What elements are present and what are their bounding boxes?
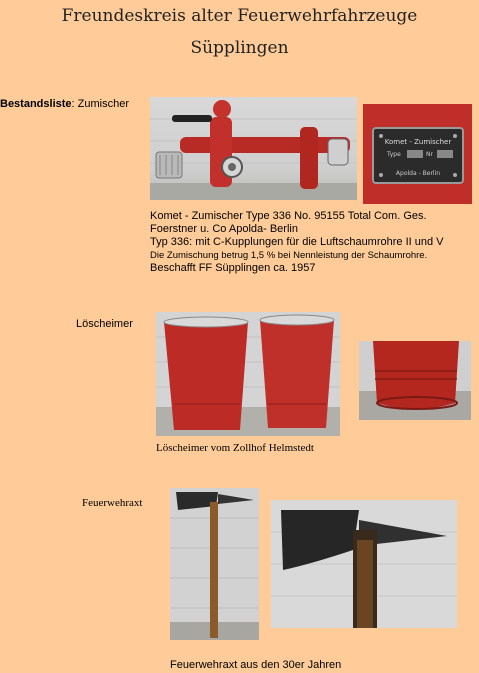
page-title: Freundeskreis alter Feuerwehrfahrzeuge bbox=[61, 6, 418, 26]
plate-maker: Apolda - Berlin bbox=[395, 170, 441, 177]
item-name-feuerwehraxt: Feuerwehraxt bbox=[82, 497, 143, 509]
page-subtitle: Süpplingen bbox=[190, 38, 289, 58]
item-name-zumischer: Zumischer bbox=[77, 98, 129, 110]
zumischer-nameplate-photo bbox=[363, 104, 472, 204]
feuerwehraxt-detail-photo bbox=[271, 500, 457, 628]
desc-line: Komet - Zumischer Type 336 No. 95155 Total Com. Ges. bbox=[150, 210, 427, 222]
inventory-list-label: Bestandsliste bbox=[0, 98, 72, 110]
desc-line: Foerstner u. Co Apolda- Berlin bbox=[150, 223, 298, 235]
feuerwehraxt-caption: Feuerwehraxt aus den 30er Jahren bbox=[170, 659, 342, 671]
desc-line: Die Zumischung betrug 1,5 % bei Nennleistung der Schaumrohre. bbox=[150, 250, 428, 261]
loescheimer-detail-photo bbox=[359, 341, 471, 420]
feuerwehraxt-photo bbox=[170, 488, 259, 640]
plate-type: Type bbox=[387, 151, 401, 158]
loescheimer-photo bbox=[156, 312, 340, 436]
desc-line: Beschafft FF Süpplingen ca. 1957 bbox=[150, 262, 316, 274]
plate-title: Komet - Zumischer bbox=[384, 138, 452, 146]
item-name-loescheimer: Löscheimer bbox=[76, 318, 133, 330]
plate-no: Nr bbox=[426, 151, 433, 158]
zumischer-description bbox=[150, 210, 475, 275]
desc-line: Typ 336: mit C-Kupplungen für die Luftschaumrohre II und V bbox=[150, 236, 444, 248]
zumischer-photo bbox=[150, 97, 357, 200]
loescheimer-caption: Löscheimer vom Zollhof Helmstedt bbox=[156, 442, 314, 454]
section-label: Bestandsliste: Zumischer bbox=[0, 98, 129, 110]
